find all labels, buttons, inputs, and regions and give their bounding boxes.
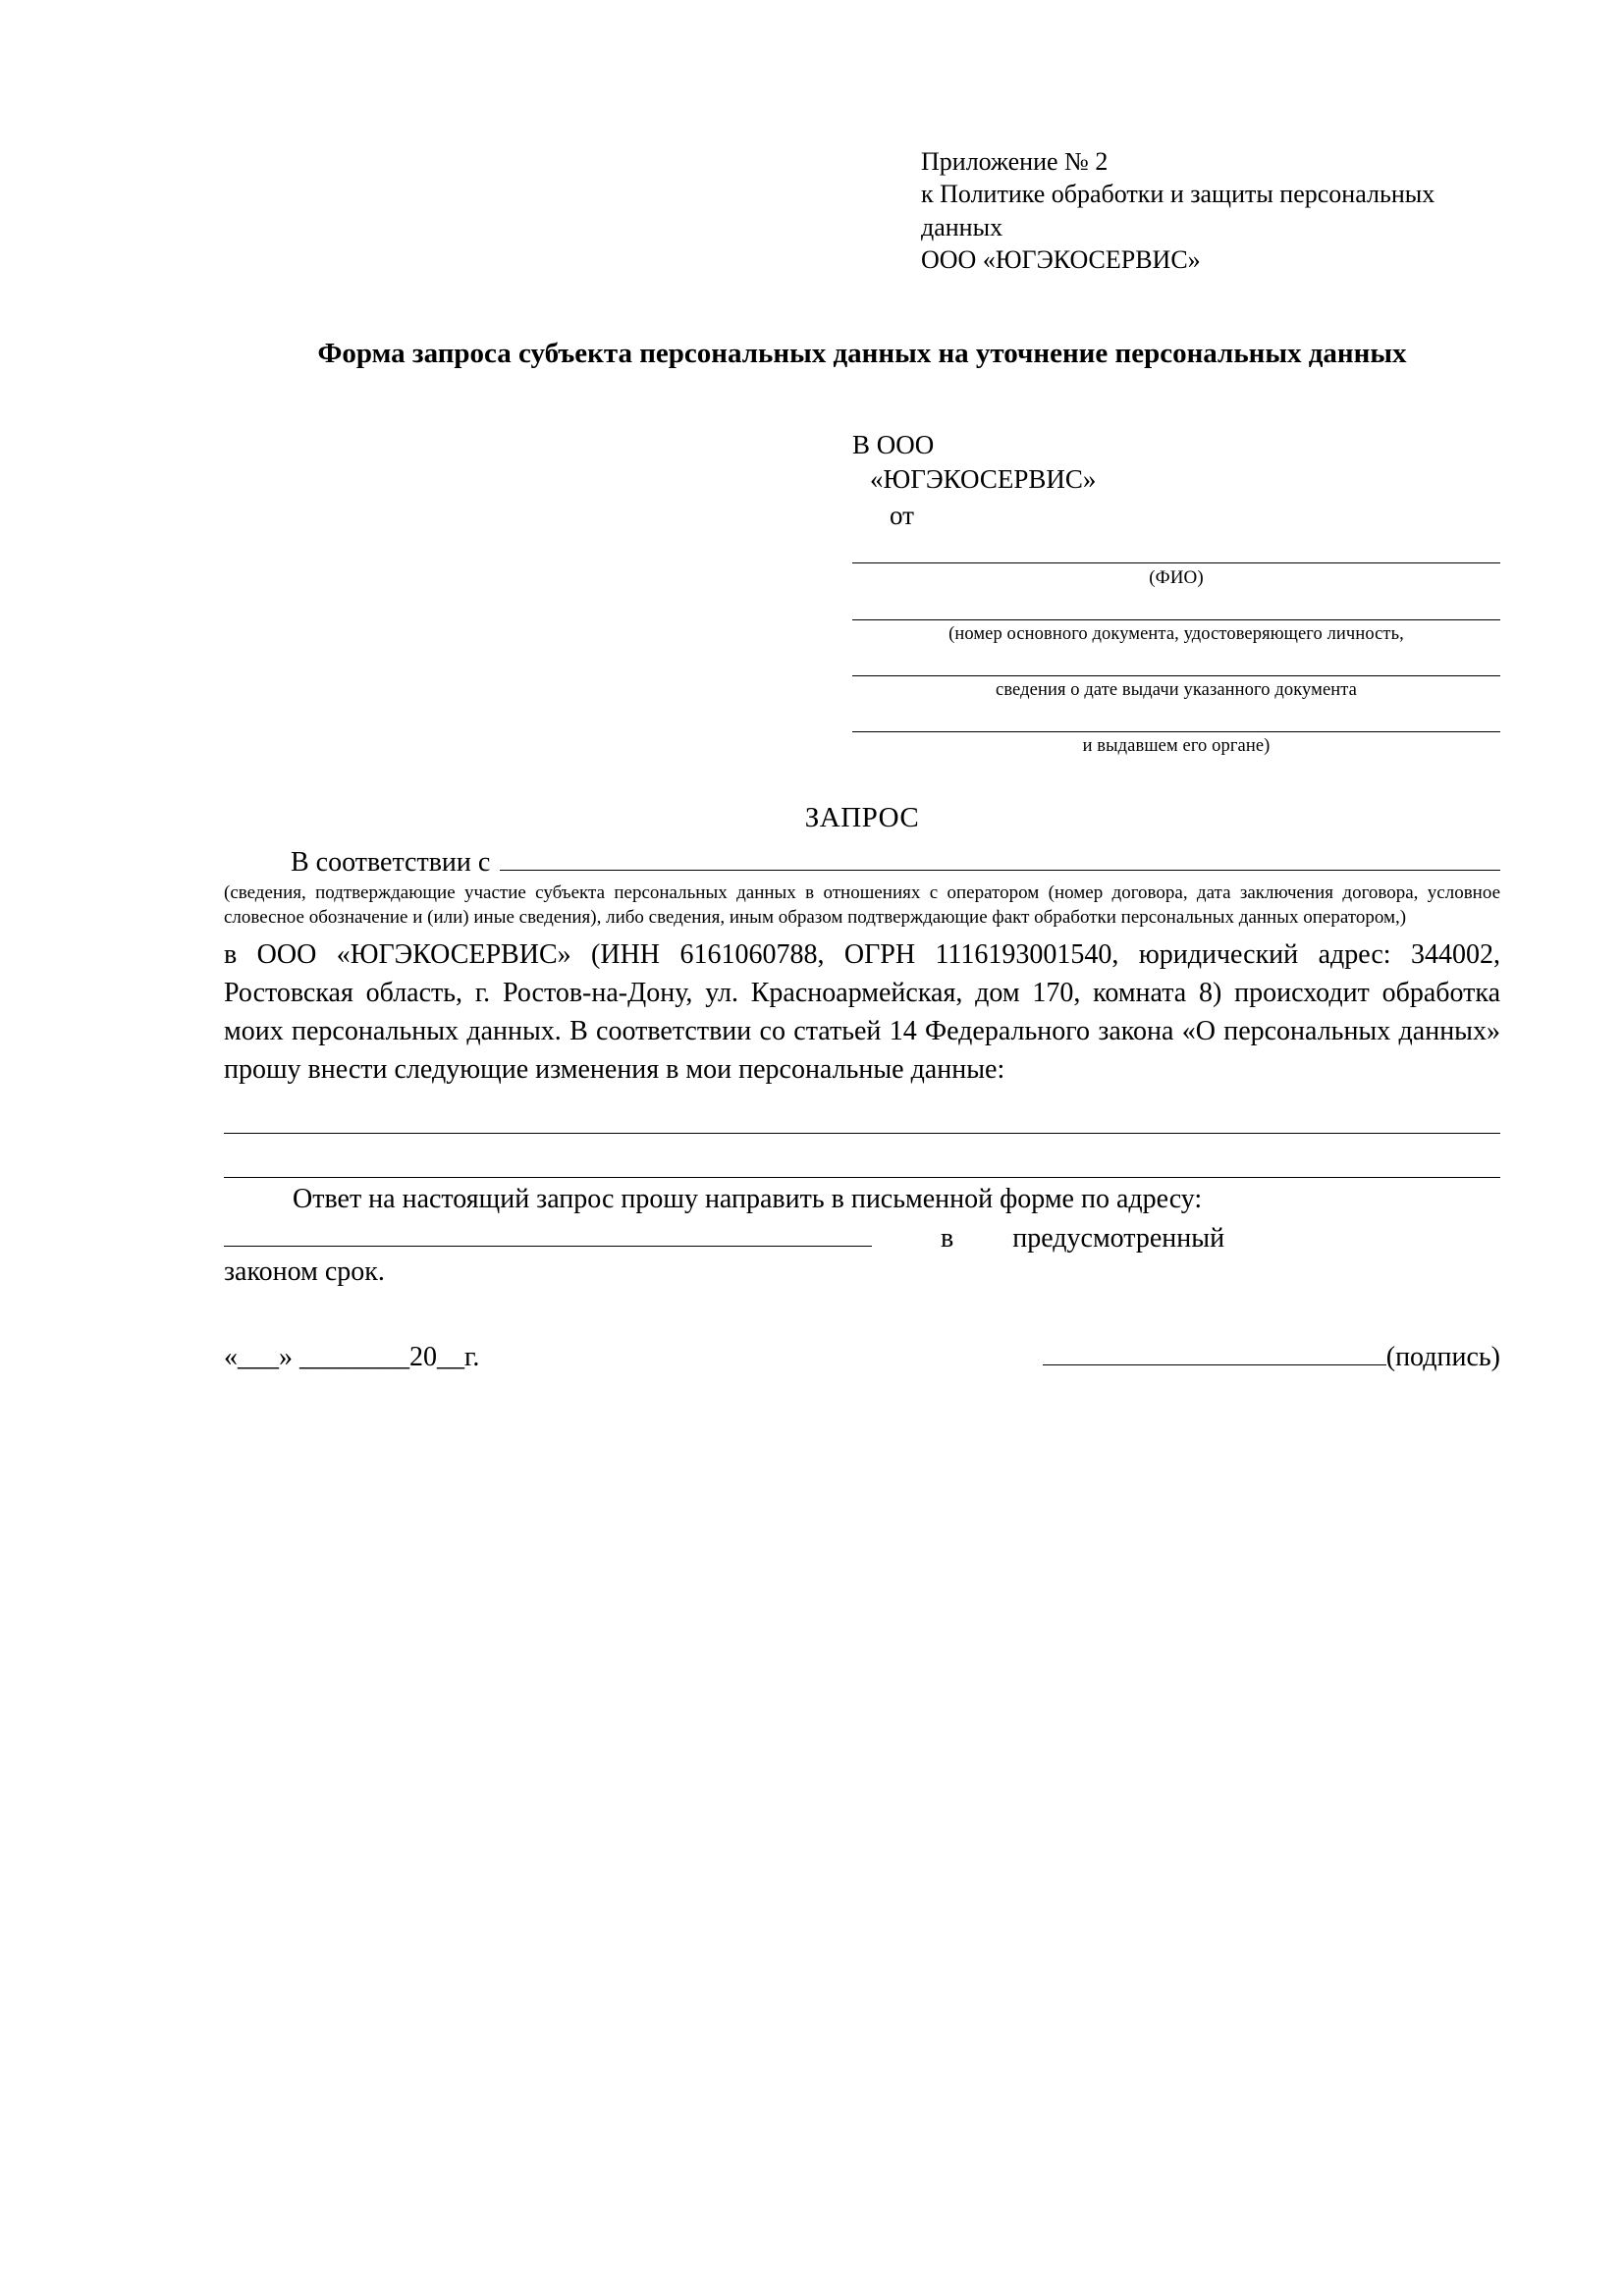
document-number-field-group [852, 590, 1500, 646]
document-number-caption: (номер основного документа, удостоверяющего личность, [948, 624, 1404, 645]
answer-address-row [224, 1220, 1500, 1255]
fio-field-group [852, 533, 1500, 590]
appendix-header [921, 145, 1500, 276]
fio-caption: (ФИО) [1149, 567, 1204, 589]
signature-label: (подпись) [1385, 1341, 1500, 1372]
signature-input-line[interactable] [1043, 1339, 1386, 1365]
answer-address-input-line[interactable] [224, 1220, 872, 1247]
main-paragraph: в ООО «ЮГЭКОСЕРВИС» (ИНН 6161060788, ОГРН 1116193001540, юридический адрес: 344002, Ростовская область, г. Ростов-на-Дону, ул. Красноармейская, дом 170, комната 8) происходит обработка моих персональных данных. В соответствии со статьей 14 Федерального закона «О персональных данных» прошу внести следующие изменения в мои персональные данные: [224, 938, 1500, 1086]
appendix-organization: ООО «ЮГЭКОСЕРВИС» [921, 244, 1201, 274]
changes-input-line-2[interactable] [224, 1134, 1500, 1178]
document-content [224, 145, 1500, 1373]
document-date-input-line[interactable] [852, 646, 1500, 676]
addressee-org-prefix: В ООО [852, 430, 935, 460]
in-accordance-label: В соответствии с [291, 846, 491, 878]
in-accordance-row [224, 844, 1500, 879]
document-date-field-group [852, 646, 1500, 702]
appendix-policy-reference: к Политике обработки и защиты персональных данных [921, 180, 1441, 241]
date-field[interactable]: «___» ________20__г. [224, 1341, 480, 1372]
in-accordance-input-line[interactable] [500, 844, 1500, 871]
in-accordance-note: (сведения, подтверждающие участие субъекта персональных данных в отношениях с оператором (номер договора, дата заключения договора, условное словесное обозначение и (или) иные сведения), либо сведения, иным образом подтверждающие факт обработки персональных данных оператором,) [224, 881, 1500, 928]
answer-paragraph: Ответ на настоящий запрос прошу направить в письменной форме по адресу: [293, 1183, 1203, 1214]
addressee-from-label: от [890, 501, 914, 531]
answer-word-in: в [941, 1222, 954, 1254]
fio-input-line[interactable] [852, 533, 1500, 563]
page-title: Форма запроса субъекта персональных данных на уточнение персональных данных [317, 338, 1407, 370]
signature-row [224, 1339, 1500, 1373]
answer-word-provided: предусмотренный [1012, 1222, 1225, 1254]
changes-input-line-1[interactable] [224, 1090, 1500, 1134]
answer-tail: законом срок. [224, 1255, 385, 1287]
document-issuer-field-group [852, 702, 1500, 758]
document-number-input-line[interactable] [852, 590, 1500, 620]
document-issuer-input-line[interactable] [852, 702, 1500, 732]
document-issuer-caption: и выдавшем его органе) [1082, 736, 1271, 757]
addressee-block [852, 428, 1500, 533]
document-date-caption: сведения о дате выдачи указанного документа [996, 680, 1357, 701]
request-heading: ЗАПРОС [804, 801, 920, 833]
addressee-org-name: «ЮГЭКОСЕРВИС» [870, 464, 1097, 495]
appendix-number: Приложение № 2 [921, 147, 1109, 176]
